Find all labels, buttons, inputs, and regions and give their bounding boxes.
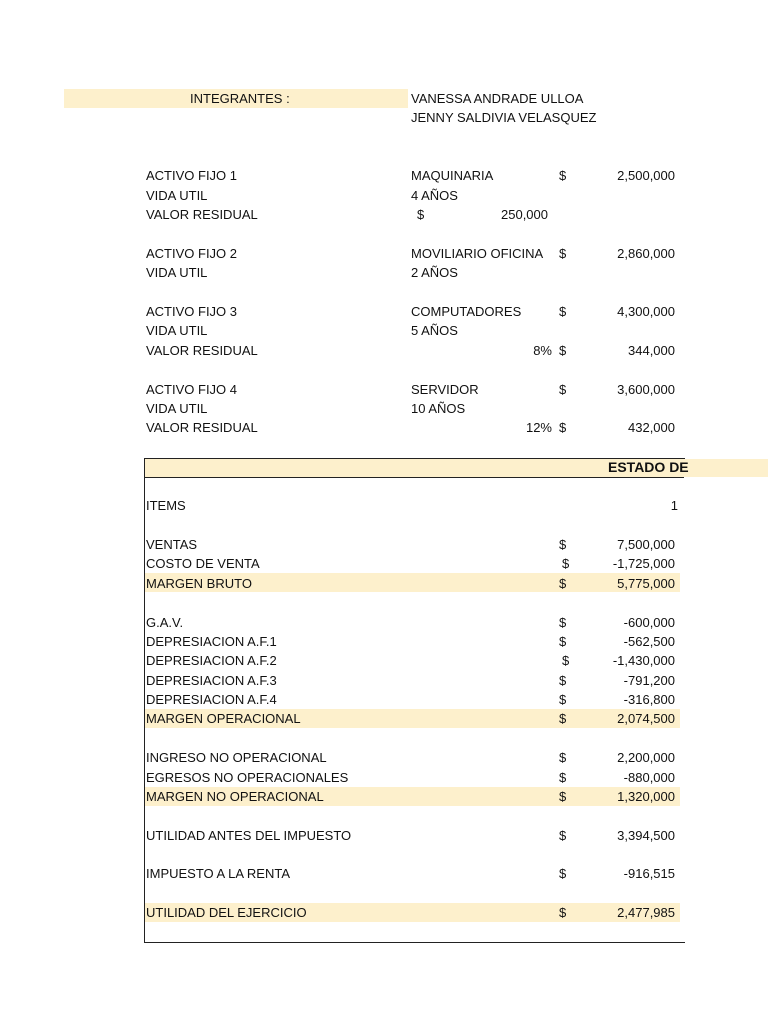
row-label-utilidad-ai: UTILIDAD ANTES DEL IMPUESTO — [146, 828, 352, 843]
af4-label: ACTIVO FIJO 4 — [146, 382, 238, 397]
row-value-dep2: -1,430,000 — [612, 653, 675, 668]
row-value-margen-no-op: 1,320,000 — [617, 789, 675, 804]
af2-currency: $ — [559, 246, 567, 261]
af3-name: COMPUTADORES — [411, 304, 522, 319]
af1-name: MAQUINARIA — [411, 168, 494, 183]
af2-name: MOVILIARIO OFICINA — [411, 246, 544, 261]
row-cur-ingreso-no-op: $ — [559, 750, 567, 765]
row-label-margen-no-op: MARGEN NO OPERACIONAL — [146, 789, 324, 804]
integrante-name-2: JENNY SALDIVIA VELASQUEZ — [411, 110, 597, 125]
row-cur-costo: $ — [562, 556, 570, 571]
integrante-name-1: VANESSA ANDRADE ULLOA — [411, 91, 584, 106]
row-value-impuesto: -916,515 — [623, 866, 675, 881]
row-value-ingreso-no-op: 2,200,000 — [617, 750, 675, 765]
row-cur-impuesto: $ — [559, 866, 567, 881]
row-label-costo: COSTO DE VENTA — [146, 556, 260, 571]
row-cur-dep4: $ — [559, 692, 567, 707]
row-cur-margen-op: $ — [559, 711, 567, 726]
af2-value: 2,860,000 — [617, 246, 675, 261]
items-value: 1 — [670, 498, 678, 513]
row-label-margen-bruto: MARGEN BRUTO — [146, 576, 252, 591]
af4-life: 10 AÑOS — [411, 401, 466, 416]
row-label-margen-op: MARGEN OPERACIONAL — [146, 711, 301, 726]
row-value-gav: -600,000 — [623, 615, 675, 630]
row-label-gav: G.A.V. — [146, 615, 184, 630]
af3-value: 4,300,000 — [617, 304, 675, 319]
af1-residual-label: VALOR RESIDUAL — [146, 207, 258, 222]
row-label-dep2: DEPRESIACION A.F.2 — [146, 653, 277, 668]
estado-title: ESTADO DE — [608, 459, 689, 475]
af3-life-label: VIDA UTIL — [146, 323, 208, 338]
af3-label: ACTIVO FIJO 3 — [146, 304, 238, 319]
af4-residual-currency: $ — [559, 420, 567, 435]
integrantes-label: INTEGRANTES : — [190, 91, 290, 106]
row-cur-dep1: $ — [559, 634, 567, 649]
estado-header-divider — [144, 477, 684, 478]
af2-label: ACTIVO FIJO 2 — [146, 246, 238, 261]
af3-life: 5 AÑOS — [411, 323, 458, 338]
row-value-dep1: -562,500 — [623, 634, 675, 649]
row-cur-utilidad-ai: $ — [559, 828, 567, 843]
af3-residual-pct: 8% — [533, 343, 552, 358]
af1-residual-value: 250,000 — [501, 207, 548, 222]
row-label-ventas: VENTAS — [146, 537, 198, 552]
row-value-ventas: 7,500,000 — [617, 537, 675, 552]
af1-label: ACTIVO FIJO 1 — [146, 168, 238, 183]
row-value-utilidad-ai: 3,394,500 — [617, 828, 675, 843]
row-cur-margen-bruto: $ — [559, 576, 567, 591]
row-cur-ventas: $ — [559, 537, 567, 552]
row-cur-dep2: $ — [562, 653, 570, 668]
row-value-costo: -1,725,000 — [612, 556, 675, 571]
af1-residual-currency: $ — [417, 207, 425, 222]
row-value-dep4: -316,800 — [623, 692, 675, 707]
af3-residual-currency: $ — [559, 343, 567, 358]
row-label-ingreso-no-op: INGRESO NO OPERACIONAL — [146, 750, 327, 765]
row-cur-utilidad-ej: $ — [559, 905, 567, 920]
row-cur-margen-no-op: $ — [559, 789, 567, 804]
af3-currency: $ — [559, 304, 567, 319]
af3-residual-label: VALOR RESIDUAL — [146, 343, 258, 358]
af2-life-label: VIDA UTIL — [146, 265, 208, 280]
af2-life: 2 AÑOS — [411, 265, 458, 280]
row-value-egresos-no-op: -880,000 — [623, 770, 675, 785]
row-label-dep1: DEPRESIACION A.F.1 — [146, 634, 277, 649]
af1-life-label: VIDA UTIL — [146, 188, 208, 203]
af4-residual-label: VALOR RESIDUAL — [146, 420, 258, 435]
af4-currency: $ — [559, 382, 567, 397]
row-label-egresos-no-op: EGRESOS NO OPERACIONALES — [146, 770, 349, 785]
af3-residual-value: 344,000 — [628, 343, 675, 358]
row-value-margen-bruto: 5,775,000 — [617, 576, 675, 591]
af4-residual-pct: 12% — [525, 420, 552, 435]
row-value-dep3: -791,200 — [623, 673, 675, 688]
row-label-dep4: DEPRESIACION A.F.4 — [146, 692, 277, 707]
row-label-impuesto: IMPUESTO A LA RENTA — [146, 866, 291, 881]
af4-residual-value: 432,000 — [628, 420, 675, 435]
af4-life-label: VIDA UTIL — [146, 401, 208, 416]
row-value-utilidad-ej: 2,477,985 — [617, 905, 675, 920]
row-cur-dep3: $ — [559, 673, 567, 688]
af1-life: 4 AÑOS — [411, 188, 458, 203]
af4-name: SERVIDOR — [411, 382, 479, 397]
row-label-dep3: DEPRESIACION A.F.3 — [146, 673, 277, 688]
row-value-margen-op: 2,074,500 — [617, 711, 675, 726]
af1-currency: $ — [559, 168, 567, 183]
row-cur-egresos-no-op: $ — [559, 770, 567, 785]
items-label: ITEMS — [146, 498, 186, 513]
af4-value: 3,600,000 — [617, 382, 675, 397]
row-cur-gav: $ — [559, 615, 567, 630]
af1-value: 2,500,000 — [617, 168, 675, 183]
row-label-utilidad-ej: UTILIDAD DEL EJERCICIO — [146, 905, 307, 920]
